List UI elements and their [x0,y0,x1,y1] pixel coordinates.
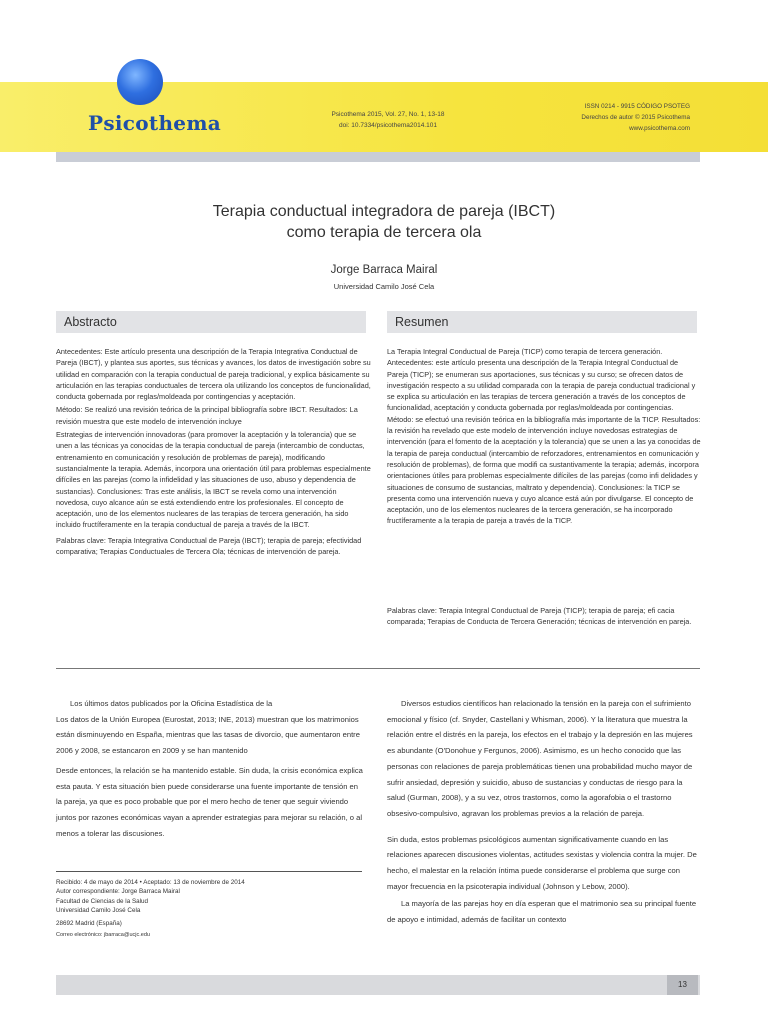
body-right-column [387,696,701,936]
page-number: 13 [667,975,698,995]
faculty: Facultad de Ciencias de la Salud [56,897,149,905]
email: Correo electrónico: jbarraca@ucjc.edu [56,932,150,939]
section-divider [56,668,700,669]
corresponding-author: Autor correspondiente: Jorge Barraca Mairal [56,888,180,896]
footnote-rule [56,871,362,872]
article-title [0,201,768,243]
doi-line: doi: 10.7334/psicothema2014.101 [339,122,437,129]
body-right-p2: Sin duda, estos problemas psicológicos aumentan significativamente cuando en las relaciones aparecen discusiones violentas, actitudes sexistas y violencia contra la mujer. De hecho, el malestar en la relación íntima puede considerarse el problema que surge con mayor frecuencia en la psicoterapia individual (Johnson y Lebow, 2000). [387,834,697,891]
journal-issn-block [540,101,690,134]
body-right-p3: La mayoría de las parejas hoy en día esperan que el matrimonio sea su principal fuente de apoyo e intimidad, además de facilitar un contexto [387,899,697,925]
body-right-p1: Diversos estudios científicos han relacionado la tensión en la pareja con el sufrimiento emocional y físico (cf. Snyder, Castellani y Whisman, 2006). Y la literatura que muestra la relación entre el distrés en la pareja, los efectos en el trabajo y la depresión en las mujeres es abundante (O'Donohue y Fergunos, 2006). Asimismo, es un hecho conocido que las personas con relaciones de pareja problemáticas tienen una probabilidad mucho mayor de sufrir ansiedad, depresión y suicidio, abuso de sustancias y conductas de riesgo para la salud (Gurman, 2008), y a su vez, otros trastornos, como la agorafobia o el trastorno obsesivo-compulsivo, agravan los problemas previos a la relación de pareja. [387,699,693,818]
body-left-p1-first: Los últimos datos publicados por la Oficina Estadística de la [70,699,273,708]
received-date: Recibido: 4 de mayo de 2014 • Aceptado: 13 de noviembre de 2014 [56,879,245,886]
journal-logo: Psicothema [88,111,222,135]
abstract-heading-bar [56,311,366,333]
author-name: Jorge Barraca Mairal [330,264,438,276]
copyright-line: Derechos de autor © 2015 Psicothema [581,114,690,121]
url-line: www.psicothema.com [629,125,690,132]
abstract-en [56,346,372,559]
footer-band [56,975,700,995]
body-left-column [56,696,366,849]
abstract-en-p3: Estrategias de intervención innovadoras (para promover la aceptación y la tolerancia) que se unen a las técnicas ya conocidas de la terapia conductual de pareja (intercambio de conductas, entrenamiento en comunicación y resolución de problemas de pareja), modificando sustancialmente la terapia. Además, incorpora una orientación útil para problemas especialmente difíciles en las parejas (como la infidelidad y las situaciones de uso, abuso y dependencia de sustancias). Conclusiones: Tras este análisis, la IBCT se revela como una intervención novedosa, cuyo alcance aún se está extendiendo entre los profesionales. El concepto de aceptación, uno de los elementos nucleares de las terapias de tercera generación, ha sido incluido fructíferamente en la terapia conductual de pareja a través de la IBCT. [56,430,371,530]
abstract-en-p2: Método: Se realizó una revisión teórica de la principal bibliografía sobre IBCT. Resultados: La revisión muestra que este modelo de intervención incluye [56,405,358,426]
title-line-2: como terapia de tercera ola [286,224,482,241]
abstract-heading: Abstracto [64,315,117,329]
issn-line: ISSN 0214 - 9915 CÓDIGO PSOTEG [584,103,690,110]
journal-citation [318,109,458,131]
university: Universidad Camilo José Cela [56,907,141,915]
journal-line: Psicothema 2015, Vol. 27, No. 1, 13-18 [331,111,445,118]
abstract-en-keywords: Palabras clave: Terapia Integrativa Conductual de Pareja (IBCT); terapia de pareja; efectividad comparativa; Terapias Conductuales de Tercera Ola; técnicas de intervención de pareja. [56,535,362,557]
title-line-1: Terapia conductual integradora de pareja (IBCT) [212,203,556,220]
resumen-heading-bar [387,311,697,333]
city: 28692 Madrid (España) [56,919,122,927]
resumen-heading: Resumen [395,315,449,329]
author-affiliation: Universidad Camilo José Cela [333,282,435,291]
abstract-en-p1: Antecedentes: Este artículo presenta una descripción de la Terapia Integrativa Conductual de Pareja (IBCT), y plantea sus aportes, sus técnicas y avances, los datos de investigación sobre su utilidad en comparación con la terapia conductual de pareja tradicional, y explica básicamente su articulación en las terapias conductuales de tercera ola utilizando los conceptos de funcionalidad, conducta gobernada por reglas/moldeada por contingencias y aceptación. [56,347,371,402]
body-left-p1-rest: Los datos de la Unión Europea (Eurostat, 2013; INE, 2013) muestran que los matrimonios están disminuyendo en España, mientras que las tasas de divorcio, que aumentaron entre 2006 y 2008, se estancaron en 2009 y se han mantenido [56,714,360,756]
header-divider [56,152,700,162]
footnote [56,878,362,940]
abstract-es [387,346,701,529]
abstract-es-keywords: Palabras clave: Terapia Integral Conductual de Pareja (TICP); terapia de pareja; efi cacia comparada; Terapias de Conducta de Tercera Generación; técnicas de intervención en pareja. [387,606,692,627]
body-left-p2: Desde entonces, la relación se ha mantenido estable. Sin duda, la crisis económica explica esta pauta. Y esta situación bien puede considerarse una fuente importante de tensión en la pareja, ya que es poco probable que por el mero hecho de tener que seguir viviendo juntos por razones económicas vayan a aprender estrategias para mejorar su relación, o al menos a tolerar las discusiones. [56,765,363,838]
logo-sphere-icon [117,59,163,105]
abstract-es-p1: La Terapia Integral Conductual de Pareja (TICP) como terapia de tercera generación. Antecedentes: este artículo presenta una descripción de la Terapia Integral Conductual de Pareja (TICP); se enumeran sus aportaciones, sus técnicas y su curso; se ofrecen datos de investigación respecto a su utilidad comparada con la terapia de pareja conductual tradicional y se explica su articulación en las terapias de tercera generación a través de los conceptos de funcionalidad, aceptación y conducta gobernada por reglas/moldeada por contingencias. Método: se efectuó una revisión teórica en la bibliografía más importante de la TICP. Resultados: la revisión ha revelado que este modelo de intervención incluye novedosas estrategias de intervención (para el fomento de la aceptación y la tolerancia) que se unen a las ya conocidas de la terapia de pareja conductual (intercambio de reforzadores, entrenamientos en comunicación y resolución de problemas), de forma que modifi ca sustantivamente la terapia; además, incorpora orientaciones útiles para problemas especialmente difíciles de las parejas (como infi delidades y situaciones de consumo de sustancias, maltrato y dependencia). Conclusiones: la TICP se presenta como una intervención nueva y cuyo alcance está aún por divulgarse. El concepto de aceptación, uno de los elementos nucleares de la tercera generación, se ha incorporado fructíferamente a la terapia de pareja a través de la TICP. [387,347,701,526]
